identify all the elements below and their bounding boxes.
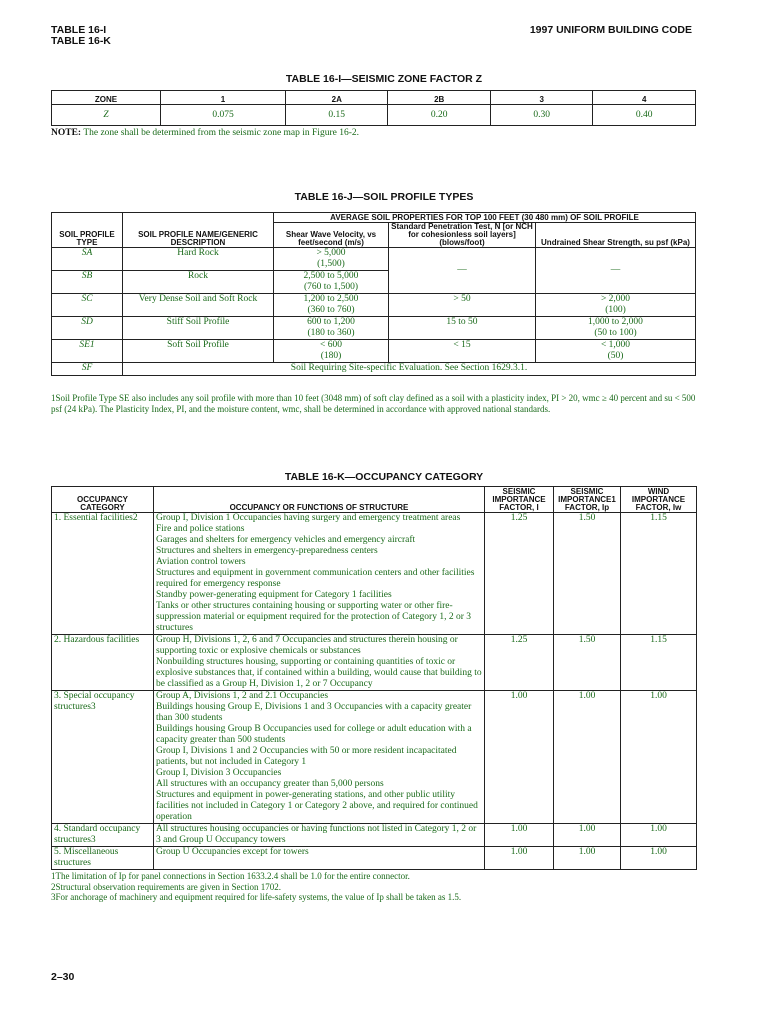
seismic-ip-cell: 1.50	[554, 513, 621, 635]
penetration-cell: 15 to 50	[389, 317, 536, 340]
table-k-header: SEISMIC IMPORTANCE FACTOR, I	[485, 487, 554, 513]
occupancy-functions-cell: Group H, Divisions 1, 2, 6 and 7 Occupancies and structures therein housing or supporting toxic or explosive chemicals or substances Nonbuilding structures housing, supporting or containing quantities of toxic or explosive substances that, if contained within a building, would cause that building to be classified as a Group H, Division 1, 2 or 7 Occupancy	[154, 635, 485, 691]
shear-velocity-cell: < 600 (180)	[274, 340, 389, 363]
table-k-header: WIND IMPORTANCE FACTOR, Iw	[621, 487, 697, 513]
table-j-group-header: AVERAGE SOIL PROPERTIES FOR TOP 100 FEET (30 480 mm) OF SOIL PROFILE	[274, 213, 696, 223]
table-j-header: Shear Wave Velocity, vs feet/second (m/s)	[274, 223, 389, 248]
occupancy-category-cell: 3. Special occupancy structures3	[52, 691, 154, 824]
soil-name-cell: Hard Rock	[123, 248, 274, 271]
occupancy-functions-cell: Group I, Division 1 Occupancies having surgery and emergency treatment areas Fire and police stations Garages and shelters for emergency vehicles and emergency aircraft Structures and shelters in emergency-preparedness centers Aviation control towers Structures and equipment in government communication centers and other facilities required for emergency response Standby power-generating equipment for Category 1 facilities Tanks or other structures containing housing or supporting water or other fire-suppression material or equipment required for the protection of Category 1, 2 or 3 structures	[154, 513, 485, 635]
seismic-factor-cell: 1.25	[485, 513, 554, 635]
table-k-header: OCCUPANCY CATEGORY	[52, 487, 154, 513]
shear-strength-cell: > 2,000 (100)	[536, 294, 696, 317]
table-i-header: 2B	[388, 91, 490, 105]
soil-name-cell: Stiff Soil Profile	[123, 317, 274, 340]
header-table-i: TABLE 16-I	[51, 24, 107, 36]
wind-factor-cell: 1.00	[621, 847, 697, 870]
seismic-factor-cell: 1.25	[485, 635, 554, 691]
shear-velocity-cell: > 5,000 (1,500)	[274, 248, 389, 271]
table-k	[51, 486, 697, 870]
table-i-cell: 0.40	[593, 105, 696, 126]
note-label: NOTE:	[51, 128, 82, 138]
occupancy-category-cell: 5. Miscellaneous structures	[52, 847, 154, 870]
table-i-cell: 0.075	[161, 105, 286, 126]
header-code-name: 1997 UNIFORM BUILDING CODE	[529, 24, 692, 36]
seismic-ip-cell: 1.50	[554, 635, 621, 691]
table-j	[51, 212, 696, 376]
wind-factor-cell: 1.15	[621, 635, 697, 691]
shear-strength-cell: 1,000 to 2,000 (50 to 100)	[536, 317, 696, 340]
footnote: 1The limitation of Ip for panel connections in Section 1633.2.4 shall be 1.0 for the entire connector.	[51, 871, 410, 881]
soil-type-cell: SB	[52, 271, 123, 294]
footnote: 2Structural observation requirements are given in Section 1702.	[51, 881, 281, 892]
table-i-note	[51, 128, 359, 139]
table-j-header: Standard Penetration Test, N [or NCH for cohesionless soil layers] (blows/foot)	[389, 223, 536, 248]
table-i-cell: 0.30	[490, 105, 592, 126]
penetration-cell: > 50	[389, 294, 536, 317]
sf-description-cell: Soil Requiring Site-specific Evaluation. See Section 1629.3.1.	[123, 363, 696, 376]
table-i-header: 2A	[286, 91, 388, 105]
table-i	[51, 90, 696, 126]
occupancy-category-cell: 4. Standard occupancy structures3	[52, 824, 154, 847]
table-k-title: TABLE 16-K—OCCUPANCY CATEGORY	[284, 471, 484, 483]
soil-name-cell: Soft Soil Profile	[123, 340, 274, 363]
note-text: The zone shall be determined from the seismic zone map in Figure 16-2.	[83, 128, 359, 138]
soil-type-cell: SC	[52, 294, 123, 317]
occupancy-functions-cell: Group A, Divisions 1, 2 and 2.1 Occupancies Buildings housing Group E, Divisions 1 and 3 Occupancies with a capacity greater than 300 students Buildings housing Group B Occupancies used for college or adult education with a capacity greater than 500 students Group I, Divisions 1 and 2 Occupancies with 50 or more resident incapacitated patients, but not included in Category 1 Group I, Division 3 Occupancies All structures with an occupancy greater than 5,000 persons Structures and equipment in power-generating stations, and other public utility facilities not included in Category 1 or Category 2 above, and required for continued operation	[154, 691, 485, 824]
seismic-factor-cell: 1.00	[485, 847, 554, 870]
table-i-header: 4	[593, 91, 696, 105]
soil-name-cell: Rock	[123, 271, 274, 294]
seismic-factor-cell: 1.00	[485, 691, 554, 824]
occupancy-category-cell: 2. Hazardous facilities	[52, 635, 154, 691]
table-i-header: 3	[490, 91, 592, 105]
penetration-cell: < 15	[389, 340, 536, 363]
wind-factor-cell: 1.15	[621, 513, 697, 635]
page-number: 2–30	[51, 971, 75, 983]
footnote: 3For anchorage of machinery and equipment required for life-safety systems, the value of Ip shall be taken as 1.5.	[51, 892, 462, 902]
shear-velocity-cell: 600 to 1,200 (180 to 360)	[274, 317, 389, 340]
soil-type-cell: SF	[52, 363, 123, 376]
seismic-ip-cell: 1.00	[554, 691, 621, 824]
table-k-header: SEISMIC IMPORTANCE1 FACTOR, Ip	[554, 487, 621, 513]
shear-velocity-cell: 1,200 to 2,500 (360 to 760)	[274, 294, 389, 317]
soil-type-cell: SA	[52, 248, 123, 271]
table-j-footnote: 1Soil Profile Type SE also includes any soil profile with more than 10 feet (3048 mm) of soft clay defined as a soil with a plasticity index, PI > 20, wmc ≥ 40 percent and su < 500 psf (24 kPa). The Plasticity Index, PI, and the moisture content, wmc, shall be determined in accordance with approved national standards.	[51, 393, 696, 414]
table-i-cell: 0.20	[388, 105, 490, 126]
penetration-dash-cell: —	[389, 248, 536, 294]
seismic-factor-cell: 1.00	[485, 824, 554, 847]
wind-factor-cell: 1.00	[621, 824, 697, 847]
occupancy-functions-cell: All structures housing occupancies or having functions not listed in Category 1, 2 or 3 and Group U Occupancy towers	[154, 824, 485, 847]
occupancy-functions-cell: Group U Occupancies except for towers	[154, 847, 485, 870]
soil-name-cell: Very Dense Soil and Soft Rock	[123, 294, 274, 317]
shear-strength-cell: < 1,000 (50)	[536, 340, 696, 363]
wind-factor-cell: 1.00	[621, 691, 697, 824]
table-i-cell: Z	[52, 105, 161, 126]
table-i-title: TABLE 16-I—SEISMIC ZONE FACTOR Z	[285, 73, 483, 85]
occupancy-category-cell: 1. Essential facilities2	[52, 513, 154, 635]
header-table-ids	[51, 25, 111, 47]
soil-type-cell: SE1	[52, 340, 123, 363]
table-j-header: SOIL PROFILE NAME/GENERIC DESCRIPTION	[123, 213, 274, 248]
table-i-cell: 0.15	[286, 105, 388, 126]
header-table-k: TABLE 16-K	[51, 35, 111, 47]
table-j-header: SOIL PROFILE TYPE	[52, 213, 123, 248]
table-k-header: OCCUPANCY OR FUNCTIONS OF STRUCTURE	[154, 487, 485, 513]
soil-type-cell: SD	[52, 317, 123, 340]
table-k-footnotes	[51, 871, 701, 903]
table-j-title: TABLE 16-J—SOIL PROFILE TYPES	[294, 191, 474, 203]
shear-strength-dash-cell: —	[536, 248, 696, 294]
table-i-header: ZONE	[52, 91, 161, 105]
table-j-header: Undrained Shear Strength, su psf (kPa)	[536, 223, 696, 248]
seismic-ip-cell: 1.00	[554, 824, 621, 847]
seismic-ip-cell: 1.00	[554, 847, 621, 870]
shear-velocity-cell: 2,500 to 5,000 (760 to 1,500)	[274, 271, 389, 294]
table-i-header: 1	[161, 91, 286, 105]
